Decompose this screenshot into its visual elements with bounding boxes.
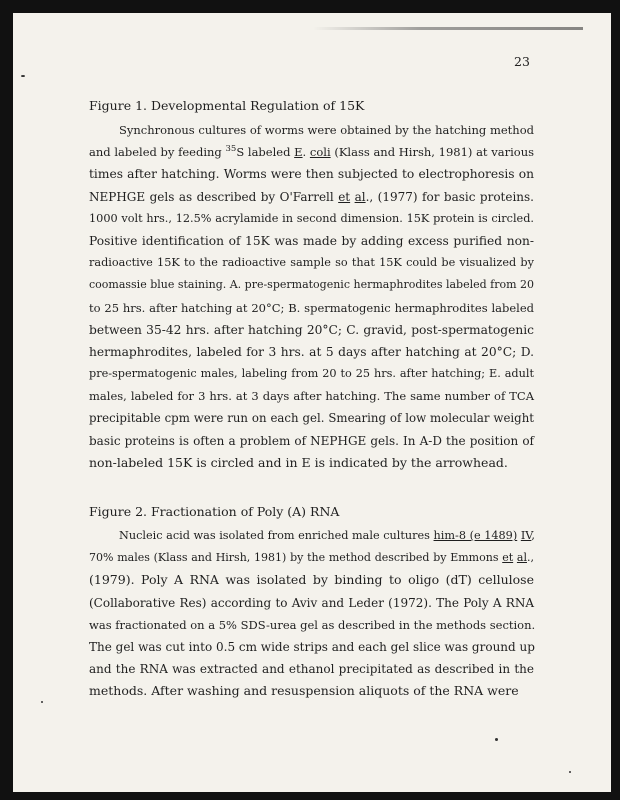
caption-line: radioactive 15K to the radioactive sample so that 15K could be visualized by — [89, 256, 534, 270]
caption-line: pre-spermatogenic males, labeling from 20 to 25 hrs. after hatching; E. adult — [89, 367, 534, 381]
scan-speck — [495, 738, 498, 741]
caption-line: Synchronous cultures of worms were obtained by the hatching method — [119, 123, 534, 137]
caption-line: hermaphrodites, labeled for 3 hrs. at 5 days after hatching at 20°C; D. — [89, 344, 534, 359]
caption-line: (Collaborative Res) according to Aviv and Leder (1972). The Poly A RNA — [89, 595, 534, 610]
caption-line: precipitable cpm were run on each gel. Smearing of low molecular weight — [89, 411, 534, 426]
caption-line: (1979). Poly A RNA was isolated by binding to oligo (dT) cellulose — [89, 572, 534, 588]
caption-line: non-labeled 15K is circled and in E is indicated by the arrowhead. — [89, 454, 508, 470]
caption-line: Positive identification of 15K was made by adding excess purified non- — [89, 233, 534, 248]
caption-line: basic proteins is often a problem of NEPHGE gels. In A-D the position of — [89, 433, 534, 448]
isotope-superscript: 35 — [225, 144, 237, 155]
caption-line: between 35-42 hrs. after hatching 20°C; C. gravid, post-spermatogenic — [89, 322, 534, 337]
caption-line: coomassie blue staining. A. pre-spermatogenic hermaphrodites labeled from 20 — [89, 278, 535, 292]
scan-speck — [569, 771, 571, 773]
figure-1-caption — [89, 119, 534, 474]
caption-line: times after hatching. Worms were then subjected to electrophoresis on — [89, 167, 534, 182]
scan-streak — [313, 27, 583, 30]
figure-2-heading: Figure 2. Fractionation of Poly (A) RNA — [89, 504, 340, 519]
document-page — [13, 13, 611, 792]
caption-line: and labeled by feeding $^{35}$S labeled E. coli (Klass and Hirsh, 1981) at various — [89, 144, 535, 160]
caption-line: to 25 hrs. after hatching at 20°C; B. spermatogenic hermaphrodites labeled — [89, 300, 534, 315]
caption-line: NEPHGE gels as described by O'Farrell et al., (1977) for basic proteins. — [89, 189, 535, 204]
figure-2-caption — [89, 525, 534, 703]
caption-line: methods. After washing and resuspension aliquots of the RNA were — [89, 683, 519, 699]
caption-line: Nucleic acid was isolated from enriched male cultures him-8 (e 1489) IV, — [119, 529, 535, 542]
caption-line: 70% males (Klass and Hirsh, 1981) by the method described by Emmons et al., — [89, 551, 534, 565]
figure-1-heading: Figure 1. Developmental Regulation of 15K — [89, 98, 365, 113]
caption-line: was fractionated on a 5% SDS-urea gel as described in the methods section. — [89, 617, 536, 632]
caption-line: The gel was cut into 0.5 cm wide strips and each gel slice was ground up — [89, 639, 535, 654]
scan-speck — [21, 75, 25, 77]
page-number: 23 — [514, 54, 530, 69]
caption-line: males, labeled for 3 hrs. at 3 days after hatching. The same number of TCA — [89, 389, 534, 404]
caption-line: and the RNA was extracted and ethanol precipitated as described in the — [89, 662, 534, 677]
scan-speck — [41, 701, 43, 703]
caption-line: 1000 volt hrs., 12.5% acrylamide in second dimension. 15K protein is circled. — [89, 211, 534, 225]
